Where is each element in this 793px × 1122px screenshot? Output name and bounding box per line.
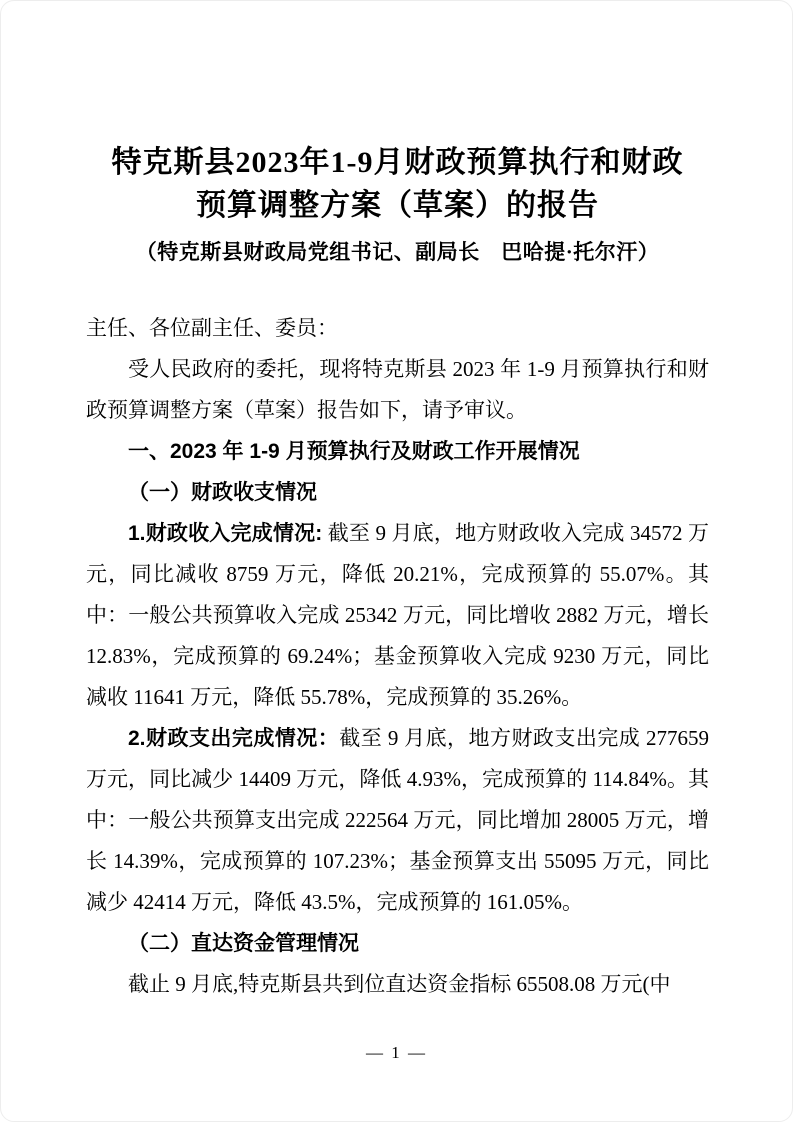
title-line-2: 预算调整方案（草案）的报告 [196, 189, 599, 222]
salutation: 主任、各位副主任、委员： [86, 316, 338, 340]
expenditure-paragraph-text: 截至 9 月底，地方财政支出完成 277659 万元，同比减少 14409 万元，降低 4.93%，完成预算的 114.84%。其中：一般公共预算支出完成 222564 万元，同比增加 28005 万元，增长 14.39%，完成预算的 107.23%；基金预算支出 55095 万元，同比减少 42414 万元，降低 43.5%，完成预算的 161.05%。 [86, 726, 709, 914]
section-1-heading: 一、2023 年 1-9 月预算执行及财政工作开展情况 [128, 440, 580, 463]
subsection-1-2-heading: （二）直达资金管理情况 [128, 931, 359, 955]
document-body [86, 308, 709, 1005]
title-line-1: 特克斯县2023年1-9月财政预算执行和财政 [111, 146, 684, 179]
expenditure-paragraph-lead: 2.财政支出完成情况： [128, 727, 340, 750]
page-number: — 1 — [366, 1043, 427, 1062]
document-content [1, 1, 792, 1005]
expenditure-paragraph [86, 718, 709, 923]
document-title [86, 141, 709, 227]
author-byline: （特克斯县财政局党组书记、副局长 巴哈提·托尔汗） [135, 240, 660, 264]
intro-paragraph: 受人民政府的委托，现将特克斯县 2023 年 1-9 月预算执行和财政预算调整方案（草案）报告如下，请予审议。 [86, 357, 709, 422]
revenue-paragraph [86, 513, 709, 718]
direct-funds-paragraph: 截止 9 月底,特克斯县共到位直达资金指标 65508.08 万元(中 [128, 972, 671, 996]
revenue-paragraph-lead: 1.财政收入完成情况: [128, 522, 323, 545]
revenue-paragraph-text: 截至 9 月底，地方财政收入完成 34572 万元，同比减收 8759 万元，降低 20.21%，完成预算的 55.07%。其中：一般公共预算收入完成 25342 万元，同比增收 2882 万元，增长 12.83%，完成预算的 69.24%；基金预算收入完成 9230 万元，同比减收 11641 万元，降低 55.78%，完成预算的 35.26%。 [86, 521, 710, 709]
subsection-1-1-heading: （一）财政收支情况 [128, 480, 317, 504]
